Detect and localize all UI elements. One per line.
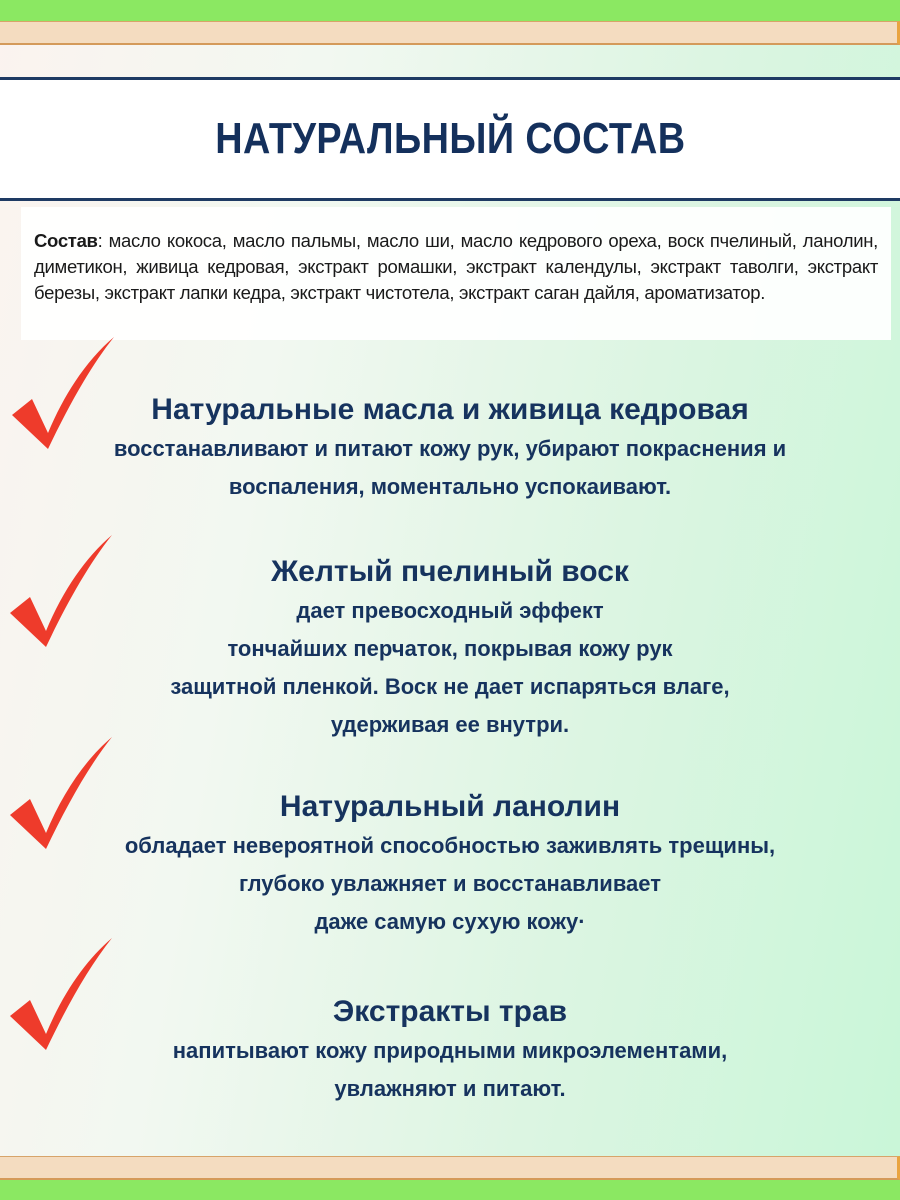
bottom-peach-band (0, 1156, 900, 1180)
top-peach-band (0, 21, 900, 45)
ingredients-list: : масло кокоса, масло пальмы, масло ши, масло кедрового ореха, воск пчелиный, ланолин, диметикон, живица кедровая, экстракт ромашки, экстракт календулы, экстракт таволги, экстракт березы, экстракт лапки кедра, экстракт чистотела, экстракт саган дайля, ароматизатор. (34, 230, 878, 303)
benefit-line: глубоко увлажняет и восстанавливает (238, 871, 662, 896)
benefit-lanolin (0, 787, 900, 941)
ingredients-box (21, 207, 891, 340)
benefit-line: увлажняют и питают. (334, 1076, 566, 1101)
benefit-heading: Натуральный ланолин (279, 790, 621, 823)
top-green-band (0, 0, 900, 21)
benefit-line: даже самую сухую кожу· (314, 909, 586, 934)
benefit-line: восстанавливают и питают кожу рук, убирают покраснения и (113, 436, 787, 461)
ingredients-text (34, 228, 878, 306)
benefit-line: дает превосходный эффект (296, 598, 604, 623)
benefit-line: воспаления, моментально успокаивают. (228, 474, 672, 499)
benefit-line: напитывают кожу природными микроэлементами, (172, 1038, 728, 1063)
ingredients-label: Состав (34, 230, 98, 251)
benefit-heading: Желтый пчелиный воск (271, 555, 629, 588)
benefit-line: защитной пленкой. Воск не дает испаряться влаге, (170, 674, 730, 699)
bottom-green-band (0, 1180, 900, 1200)
benefit-line: обладает невероятной способностью заживлять трещины, (124, 833, 776, 858)
benefit-line: тончайших перчаток, покрывая кожу рук (227, 636, 673, 661)
title-banner (0, 77, 900, 201)
benefit-natural-oils (0, 390, 900, 506)
benefit-herbal-extracts (0, 992, 900, 1108)
page-title: НАТУРАЛЬНЫЙ СОСТАВ (214, 114, 686, 163)
benefit-heading: Натуральные масла и живица кедровая (151, 393, 749, 426)
benefit-heading: Экстракты трав (332, 995, 568, 1028)
benefit-line: удерживая ее внутри. (330, 712, 570, 737)
benefit-beeswax (0, 552, 900, 744)
